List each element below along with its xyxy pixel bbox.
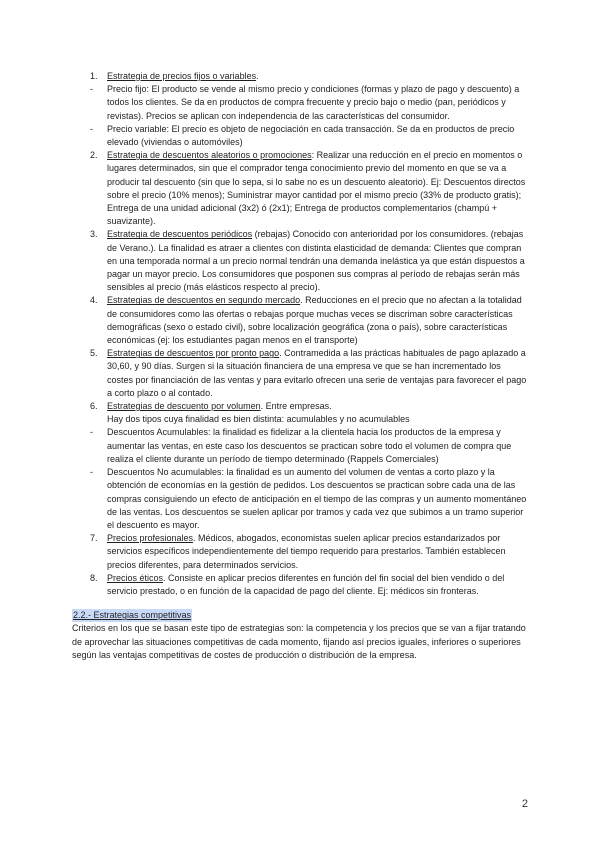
item-text: Precio fijo: El producto se vende al mismo precio y condiciones (formas y plazo de pago y descuento) a todos los clientes. Se da en productos de compra frecuente y precio bajo o medio (pan, periódicos y revistas). Precios se aplican con independencia de las características del consumidor. bbox=[107, 84, 520, 121]
list-marker: 4. bbox=[90, 295, 98, 306]
item-text: . Reducciones en el precio que no afectan a la totalidad de consumidores como las ofertas o rebajas porque muchas veces se discriman sobre características demográficas (sexo o estado civil), sobre localización geográfica (zona o país), sobre características económicas (ej: los estudiantes pagan menos en el transporte) bbox=[107, 295, 522, 346]
list-marker: 7. bbox=[90, 533, 98, 544]
item-title: Estrategias de descuento por volumen bbox=[107, 401, 261, 412]
list-item-3 bbox=[72, 228, 528, 294]
item-title: Estrategia de descuentos aleatorios o promociones bbox=[107, 150, 312, 161]
list-item-5 bbox=[72, 347, 528, 400]
section-heading: 2.2.- Estrategias competitivas bbox=[72, 609, 192, 622]
list-item-precio-variable bbox=[72, 123, 528, 149]
list-item-2 bbox=[72, 149, 528, 228]
item-title: Estrategia de descuentos periódicos bbox=[107, 229, 253, 240]
item-text: . Entre empresas. bbox=[260, 401, 332, 412]
list-marker: 8. bbox=[90, 572, 98, 583]
list-marker: 1. bbox=[90, 71, 98, 81]
list-item-no-acumulables bbox=[72, 466, 528, 532]
item-title: Precios profesionales bbox=[107, 533, 194, 544]
list-marker: - bbox=[90, 84, 93, 95]
page-number: 2 bbox=[521, 798, 528, 810]
item-text: Descuentos Acumulables: la finalidad es fidelizar a la clientela hacia los productos de la empresa y aumentar las ventas, en este caso los descuentos se practican sobre todo el volumen de compra que realiza el cliente durante un período de tiempo determinado (Rappels Comerciales) bbox=[107, 427, 512, 464]
list-item-6 bbox=[72, 400, 528, 426]
item-title: Estrategias de descuentos en segundo mercado bbox=[107, 295, 301, 306]
item-text: . Contramedida a las prácticas habituales de pago aplazado a 30,60, y 90 días. Surgen si la situación financiera de una empresa ve que se han incrementado los costes por financiación de las ventas y para evitarlo ofrecen una serie de ventajas para favorecer el pago a corto plazo o al contado. bbox=[107, 348, 527, 398]
item-text: Precio variable: El precio es objeto de negociación en cada transacción. Se da en productos de precio elevado (viviendas o automóviles) bbox=[107, 123, 515, 148]
item-text: . bbox=[256, 71, 259, 81]
item-text: . Consiste en aplicar precios diferentes en función del fin social del bien vendido o del servicio prestado, o en función de la capacidad de pago del cliente. Ej: médicos sin fronteras. bbox=[107, 572, 505, 596]
section-competitive-strategies bbox=[72, 609, 528, 662]
list-marker: - bbox=[90, 123, 93, 134]
item-text: : Realizar una reducción en el precio en momentos o lugares determinados, sin que el comprador tenga conocimiento previo del momento en que se va a producir tal descuento (sin que lo sepa, si lo sabe no es un descuento aleatorio). Ej: Descuentos directos sobre el precio (10% menos); Suministrar mayor cantidad por el mismo precio (33% de producto gratis); Entrega de una unidad adicional (3x2) ó (2x1); Entrega de productos complementarios (champú + suavizante). bbox=[107, 150, 526, 227]
section-paragraph: Criterios en los que se basan este tipo de estrategias son: la competencia y los precios que se van a fijar tratando de aprovechar las situaciones competitivas de cada momento, fijando así precios iguales, inferiores o superiores según las ventajas competitivas de costes de producción o distribución de la empresa. bbox=[72, 623, 526, 660]
list-item-8 bbox=[72, 572, 528, 598]
list-marker: 3. bbox=[90, 229, 98, 240]
list-marker: - bbox=[90, 467, 93, 478]
list-item-1 bbox=[72, 70, 528, 83]
item-text: . Médicos, abogados, economistas suelen aplicar precios estandarizados por servicios específicos independientemente del tiempo requerido para prestarlos. También establecen precios diferentes, para determinados servicios. bbox=[107, 533, 506, 570]
list-item-4 bbox=[72, 294, 528, 347]
list-marker: 2. bbox=[90, 150, 98, 161]
list-item-precio-fijo bbox=[72, 83, 528, 123]
item-text: (rebajas) Conocido con anterioridad por los consumidores. (rebajas de Verano.). La finalidad es atraer a clientes con distinta elasticidad de demanda: Clientes que compran en una temporada normal a un precio normal tendrán una demanda inelástica ya que están dispuestos a pagar un mayor precio. Los consumidores que posponen sus compras al período de rebajas serán más sensibles al precio (más elásticos respecto al precio). bbox=[107, 229, 525, 293]
list-item-7 bbox=[72, 532, 528, 572]
page-content bbox=[72, 70, 528, 662]
item-text: Descuentos No acumulables: la finalidad es un aumento del volumen de ventas a corto plazo y la obtención de economías en la gestión de pedidos. Los descuentos se practican sobre cada una de las compras consiguiendo un efecto de anticipación en el tiempo de las compras y un aumento momentáneo de las ventas. Los descuentos se suelen aplicar por tramos y cada vez que subimos a un tramo superior el descuento es mayor. bbox=[107, 467, 527, 530]
item-title: Estrategia de precios fijos o variables bbox=[107, 71, 257, 81]
list-marker: - bbox=[90, 427, 93, 438]
list-item-acumulables bbox=[72, 426, 528, 466]
item-title: Precios éticos bbox=[107, 572, 164, 583]
list-marker: 6. bbox=[90, 401, 98, 412]
list-marker: 5. bbox=[90, 348, 98, 359]
item-extra-text: Hay dos tipos cuya finalidad es bien distinta: acumulables y no acumulables bbox=[107, 414, 410, 425]
item-title: Estrategias de descuentos por pronto pago bbox=[107, 348, 280, 359]
